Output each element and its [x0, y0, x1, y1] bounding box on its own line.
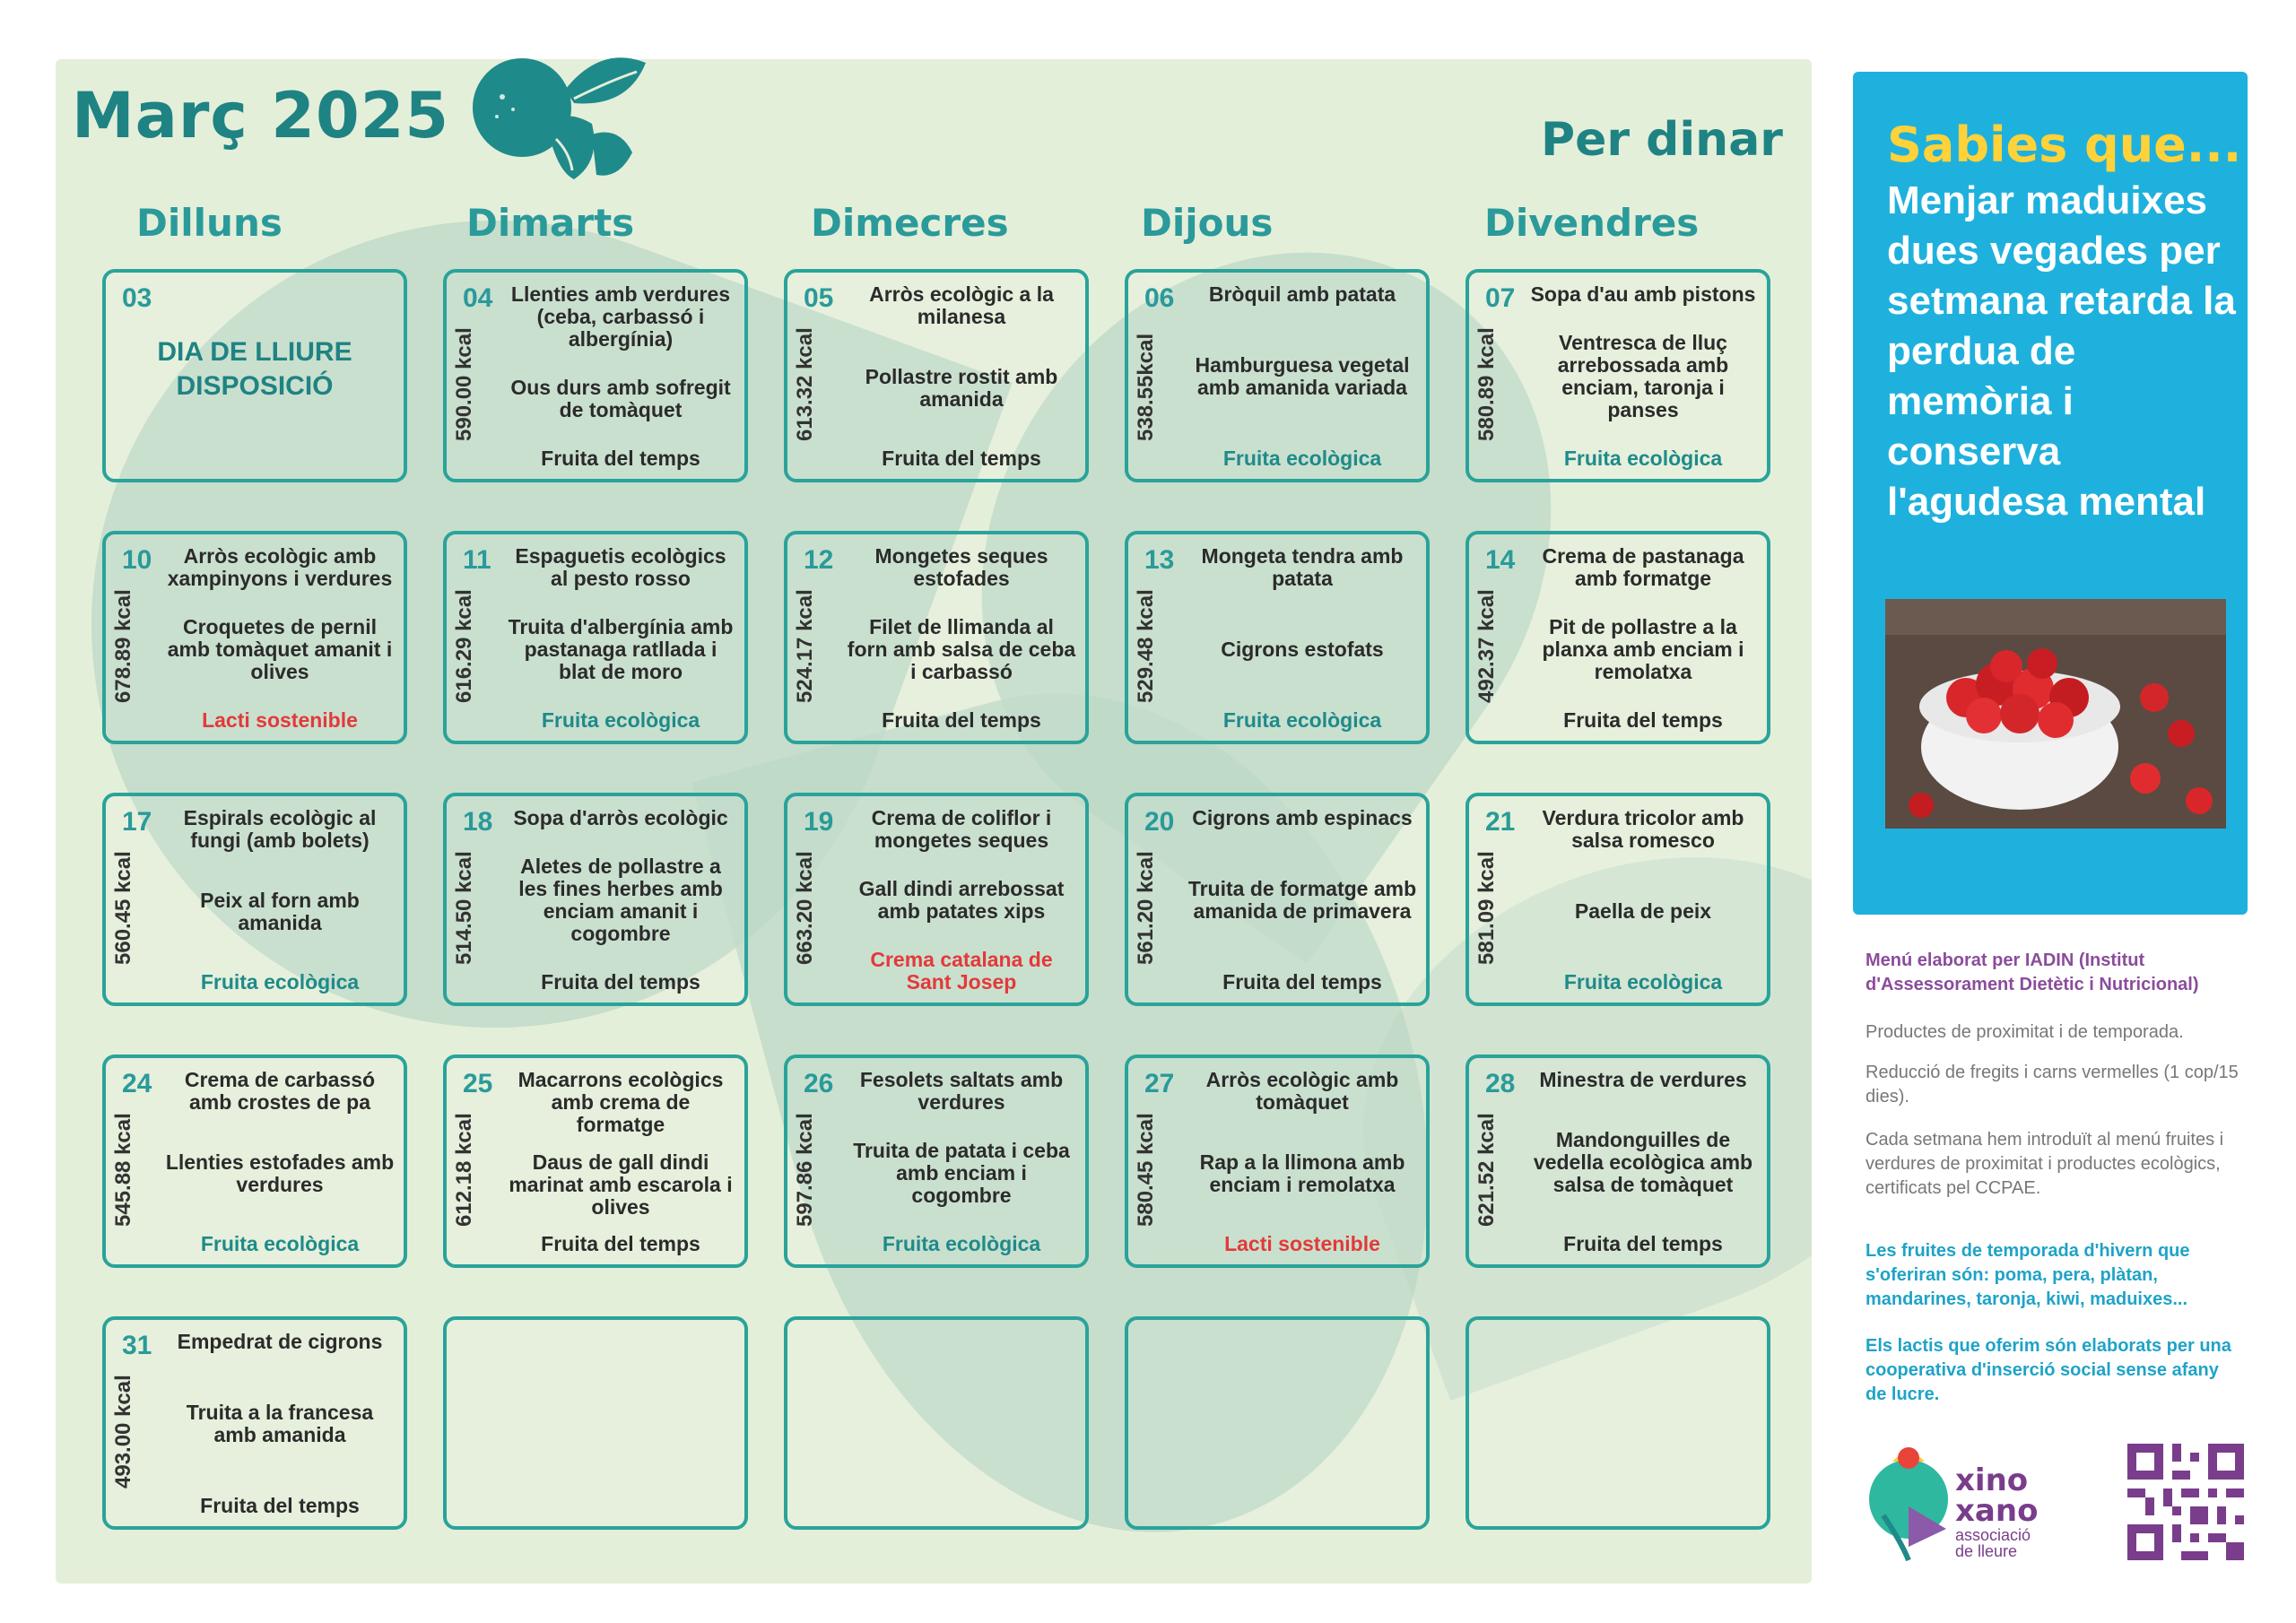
kcal-label: 613.32 kcal [793, 327, 817, 441]
day-date: 20 [1144, 807, 1175, 837]
kcal-label: 580.89 kcal [1474, 327, 1499, 441]
menu-items [1528, 807, 1758, 994]
menu-item: Llenties amb verdures (ceba, carbassó i albergínia) [510, 282, 731, 351]
day-cell [443, 269, 748, 482]
menu-items [1528, 283, 1758, 470]
menu-item: Cigrons amb espinacs [1192, 806, 1413, 829]
menu-item: Lacti sostenible [202, 708, 358, 732]
day-date: 06 [1144, 283, 1175, 313]
menu-item: Fesolets saltats amb verdures [859, 1068, 1064, 1114]
kcal-label: 612.18 kcal [452, 1113, 476, 1227]
menu-item: Crema de pastanaga amb formatge [1542, 544, 1744, 590]
menu-item: Pollastre rostit amb amanida [865, 364, 1058, 411]
day-date: 21 [1485, 807, 1516, 837]
menu-item: Truita de patata i ceba amb enciam i cogombre [853, 1139, 1070, 1207]
ecological-text: Cada setmana hem introduït al menú fruites i verdures de proximitat i productes ecològics, certificats pel CCPAE. [1866, 1130, 2224, 1198]
menu-item: Daus de gall dindi marinat amb escarola i olives [509, 1150, 733, 1219]
day-cell [102, 1316, 407, 1530]
menu-item: Fruita ecològica [1563, 970, 1723, 994]
logo-line4: de lleure [1955, 1542, 2018, 1560]
day-cell [1465, 1316, 1770, 1530]
day-date: 04 [463, 283, 493, 313]
day-date: 11 [463, 545, 491, 575]
day-cell [102, 793, 407, 1006]
menu-item: Fruita del temps [882, 447, 1041, 470]
menu-item: Fruita del temps [1222, 970, 1382, 994]
kcal-label: 621.52 kcal [1474, 1113, 1499, 1227]
menu-items [847, 807, 1076, 994]
menu-item: Fruita ecològica [882, 1232, 1041, 1255]
menu-items [1528, 545, 1758, 732]
menu-item: Lacti sostenible [1224, 1232, 1380, 1255]
xino-xano-logo [1866, 1444, 2090, 1569]
menu-items [847, 1069, 1076, 1255]
day-cell [102, 531, 407, 744]
menu-item: Crema de coliflor i mongetes seques [871, 806, 1052, 852]
fried-reduction-text: Reducció de fregits i carns vermelles (1 cop/15 dies). [1866, 1063, 2239, 1107]
kcal-label: 493.00 kcal [111, 1375, 135, 1488]
menu-item: Espaguetis ecològics al pesto rosso [515, 544, 726, 590]
local-products-text: Productes de proximitat i de temporada. [1866, 1022, 2184, 1042]
kcal-label: 492.37 kcal [1474, 589, 1499, 703]
menu-item: Fruita ecològica [200, 1232, 360, 1255]
menu-item: Croquetes de pernil amb tomàquet amanit i olives [167, 615, 393, 683]
menu-item: Fruita del temps [200, 1494, 360, 1517]
menu-items [165, 1331, 395, 1517]
day-cell [784, 1316, 1089, 1530]
tangerine-icon [466, 54, 655, 188]
day-cell [1465, 269, 1770, 482]
kcal-label: 581.09 kcal [1474, 851, 1499, 965]
info-ecological [1866, 1128, 2242, 1201]
info-local-products [1866, 1020, 2242, 1045]
menu-item: Sopa d'au amb pistons [1530, 282, 1756, 306]
menu-item: Fruita del temps [541, 447, 700, 470]
day-date: 03 [122, 283, 152, 313]
menu-item: Truita d'albergínia amb pastanaga ratllada i blat de moro [508, 615, 734, 683]
day-cell [102, 269, 407, 482]
day-date: 31 [122, 1331, 152, 1360]
menu-item: Fruita ecològica [1222, 708, 1382, 732]
menu-items [847, 545, 1076, 732]
menu-item: Fruita ecològica [1222, 447, 1382, 470]
menu-items [1187, 1069, 1417, 1255]
kcal-label: 663.20 kcal [793, 851, 817, 965]
day-cell [1465, 793, 1770, 1006]
menu-item: Arròs ecològic amb xampinyons i verdures [167, 544, 393, 590]
menu-items [506, 807, 735, 994]
kcal-label: 678.89 kcal [111, 589, 135, 703]
credit-text: Menú elaborat per IADIN (Institut d'Assessorament Dietètic i Nutricional) [1866, 950, 2199, 994]
kcal-label: 524.17 kcal [793, 589, 817, 703]
day-date: 07 [1485, 283, 1516, 313]
day-date: 12 [804, 545, 834, 575]
menu-item: Truita de formatge amb amanida de primavera [1187, 877, 1417, 923]
menu-item: Arròs ecològic amb tomàquet [1205, 1068, 1399, 1114]
menu-items [506, 545, 735, 732]
holiday-label: DIA DE LLIURE DISPOSICIÓ [157, 337, 352, 401]
menu-item: Llenties estofades amb verdures [165, 1150, 395, 1196]
menu-item: Verdura tricolor amb salsa romesco [1542, 806, 1744, 852]
menu-item: Hamburguesa vegetal amb amanida variada [1195, 353, 1410, 399]
day-cell [1125, 269, 1430, 482]
menu-item: Rap a la llimona amb enciam i remolatxa [1199, 1150, 1405, 1196]
menu-item: Fruita del temps [882, 708, 1041, 732]
day-header-dilluns: Dilluns [136, 201, 283, 245]
dairy-text: Els lactis que oferim són elaborats per una cooperativa d'inserció social sense afany de lucre. [1866, 1336, 2231, 1404]
day-date: 25 [463, 1069, 493, 1098]
menu-items [1528, 1069, 1758, 1255]
menu-item: Mongetes seques estofades [874, 544, 1048, 590]
did-you-know-heading: Sabies que... [1887, 117, 2242, 173]
day-header-dijous: Dijous [1141, 201, 1274, 245]
day-cell [784, 531, 1089, 744]
menu-item: Ventresca de lluç arrebossada amb enciam, taronja i panses [1557, 331, 1729, 421]
menu-items [847, 283, 1076, 470]
info-seasonal-fruits [1866, 1239, 2242, 1312]
menu-item: Peix al forn amb amanida [200, 888, 360, 934]
day-cell [443, 531, 748, 744]
info-credit [1866, 949, 2242, 997]
day-cell [443, 1055, 748, 1268]
kcal-label: 538.55kcal [1134, 333, 1158, 441]
day-date: 17 [122, 807, 152, 837]
menu-item: Aletes de pollastre a les fines herbes amb enciam amanit i cogombre [518, 855, 723, 945]
menu-item: Paella de peix [1574, 899, 1712, 923]
kcal-label: 560.45 kcal [111, 851, 135, 965]
day-cell [784, 1055, 1089, 1268]
did-you-know-box [1853, 72, 2248, 915]
strawberries-image [1885, 599, 2226, 829]
day-date: 27 [1144, 1069, 1175, 1098]
menu-item: Mandonguilles de vedella ecològica amb salsa de tomàquet [1533, 1127, 1753, 1196]
menu-items [1187, 545, 1417, 732]
menu-item: Fruita del temps [1563, 1232, 1723, 1255]
menu-item: Fruita ecològica [1563, 447, 1723, 470]
menu-item: Fruita del temps [541, 970, 700, 994]
menu-item: Crema de carbassó amb crostes de pa [184, 1068, 376, 1114]
menu-items [506, 1069, 735, 1255]
kcal-label: 561.20 kcal [1134, 851, 1158, 965]
meal-subtitle: Per dinar [1541, 113, 1783, 167]
day-date: 28 [1485, 1069, 1516, 1098]
day-cell [784, 269, 1089, 482]
kcal-label: 616.29 kcal [452, 589, 476, 703]
page-title: Març 2025 [72, 79, 450, 152]
day-header-dimarts: Dimarts [466, 201, 635, 245]
day-cell [1465, 1055, 1770, 1268]
menu-items [1187, 283, 1417, 470]
menu-items [165, 807, 395, 994]
menu-item: Macarrons ecològics amb crema de formatge [517, 1068, 724, 1136]
menu-item: Crema catalana de Sant Josep [870, 948, 1053, 994]
menu-item: Truita a la francesa amb amanida [186, 1401, 374, 1446]
qr-code[interactable] [2127, 1444, 2244, 1560]
menu-item: Pit de pollastre a la planxa amb enciam i remolatxa [1542, 615, 1744, 683]
kcal-label: 597.86 kcal [793, 1113, 817, 1227]
day-cell [1125, 793, 1430, 1006]
day-cell [784, 793, 1089, 1006]
kcal-label: 545.88 kcal [111, 1113, 135, 1227]
menu-items [165, 1069, 395, 1255]
info-dairy [1866, 1334, 2242, 1407]
kcal-label: 514.50 kcal [452, 851, 476, 965]
menu-item: Espirals ecològic al fungi (amb bolets) [183, 806, 377, 852]
day-date: 24 [122, 1069, 152, 1098]
menu-item: Bròquil amb patata [1208, 282, 1396, 306]
day-date: 13 [1144, 545, 1175, 575]
menu-item: Empedrat de cigrons [177, 1330, 383, 1353]
menu-item: Fruita del temps [541, 1232, 700, 1255]
day-cell [1125, 531, 1430, 744]
day-date: 14 [1485, 545, 1516, 575]
did-you-know-text: Menjar maduixes dues vegades per setmana retarda la perdua de memòria i conserva l'agudesa mental [1887, 178, 2236, 524]
menu-item: Cigrons estofats [1221, 638, 1384, 661]
menu-items [506, 283, 735, 470]
seasonal-fruits-text: Les fruites de temporada d'hivern que s'oferiran són: poma, pera, plàtan, mandarines, taronja, kiwi, maduixes... [1866, 1241, 2190, 1309]
day-header-dimecres: Dimecres [811, 201, 1009, 245]
menu-items [1187, 807, 1417, 994]
menu-item: Ous durs amb sofregit de tomàquet [510, 376, 731, 421]
menu-item: Gall dindi arrebossat amb patates xips [858, 877, 1065, 923]
day-cell [1465, 531, 1770, 744]
day-date: 10 [122, 545, 152, 575]
menu-item: Minestra de verdures [1539, 1068, 1747, 1091]
day-cell [443, 1316, 748, 1530]
menu-item: Mongeta tendra amb patata [1201, 544, 1404, 590]
info-fried-reduction [1866, 1061, 2242, 1109]
day-header-divendres: Divendres [1484, 201, 1700, 245]
logo-line2: xano [1955, 1493, 2039, 1529]
day-cell [443, 793, 748, 1006]
logo-line1: xino [1955, 1462, 2029, 1498]
kcal-label: 529.48 kcal [1134, 589, 1158, 703]
day-date: 26 [804, 1069, 834, 1098]
day-cell [1125, 1316, 1430, 1530]
menu-item: Fruita del temps [1563, 708, 1723, 732]
menu-item: Fruita ecològica [541, 708, 700, 732]
day-date: 05 [804, 283, 834, 313]
menu-item: Sopa d'arròs ecològic [513, 806, 728, 829]
menu-item: Filet de llimanda al forn amb salsa de ceba i carbassó [847, 615, 1076, 683]
day-cell [102, 1055, 407, 1268]
menu-items [165, 545, 395, 732]
logo-line3: associació [1955, 1526, 2031, 1544]
day-cell [1125, 1055, 1430, 1268]
kcal-label: 580.45 kcal [1134, 1113, 1158, 1227]
menu-item: Arròs ecològic a la milanesa [869, 282, 1054, 328]
kcal-label: 590.00 kcal [452, 327, 476, 441]
menu-item: Fruita ecològica [200, 970, 360, 994]
day-date: 19 [804, 807, 834, 837]
day-date: 18 [463, 807, 493, 837]
